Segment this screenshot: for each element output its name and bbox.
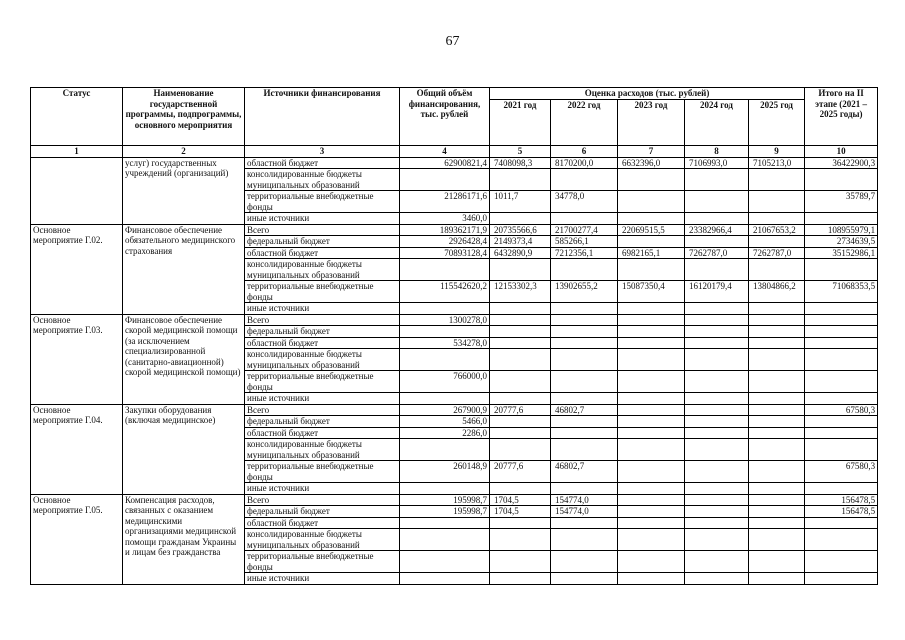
header-status: Статус <box>31 88 123 146</box>
value-cell: 2734639,5 <box>805 236 878 248</box>
column-number: 1 <box>31 146 123 158</box>
value-cell <box>400 517 490 529</box>
budget-table <box>30 87 878 585</box>
value-cell <box>805 169 878 191</box>
value-cell <box>685 483 749 495</box>
table-row <box>31 494 878 506</box>
column-number: 6 <box>551 146 618 158</box>
funding-source-cell: консолидированные бюджеты муниципальных образований <box>245 529 400 551</box>
value-cell: 13804866,2 <box>749 281 805 303</box>
value-cell <box>490 349 551 371</box>
value-cell <box>618 404 685 416</box>
column-number: 7 <box>618 146 685 158</box>
value-cell <box>805 349 878 371</box>
value-cell <box>685 213 749 225</box>
value-cell <box>618 371 685 393</box>
value-cell <box>490 551 551 573</box>
value-cell: 2286,0 <box>400 427 490 439</box>
value-cell <box>749 191 805 213</box>
value-cell: 70893128,4 <box>400 247 490 259</box>
value-cell <box>551 169 618 191</box>
value-cell <box>490 517 551 529</box>
value-cell: 195998,7 <box>400 506 490 518</box>
value-cell: 67580,3 <box>805 404 878 416</box>
funding-source-cell: консолидированные бюджеты муниципальных образований <box>245 439 400 461</box>
program-name-cell: Финансовое обеспечение скорой медицинской помощи (за исключением специализированной (санитарно-авиационной) скорой медицинской помощи) <box>123 314 245 404</box>
value-cell: 195998,7 <box>400 494 490 506</box>
funding-source-cell: областной бюджет <box>245 427 400 439</box>
value-cell <box>749 404 805 416</box>
header-estimate: Оценка расходов (тыс. рублей) <box>490 88 805 100</box>
status-cell: Основное мероприятие Г.04. <box>31 404 123 494</box>
value-cell <box>749 573 805 585</box>
value-cell <box>618 236 685 248</box>
value-cell: 2149373,4 <box>490 236 551 248</box>
value-cell: 23382966,4 <box>685 224 749 236</box>
value-cell <box>551 259 618 281</box>
funding-source-cell: территориальные внебюджетные фонды <box>245 191 400 213</box>
funding-source-cell: иные источники <box>245 393 400 405</box>
value-cell <box>805 303 878 315</box>
value-cell <box>685 506 749 518</box>
value-cell <box>749 439 805 461</box>
value-cell <box>805 314 878 326</box>
value-cell <box>400 483 490 495</box>
value-cell <box>490 529 551 551</box>
value-cell <box>685 439 749 461</box>
value-cell: 67580,3 <box>805 461 878 483</box>
value-cell <box>618 191 685 213</box>
funding-source-cell: областной бюджет <box>245 157 400 169</box>
value-cell: 8170200,0 <box>551 157 618 169</box>
value-cell <box>685 416 749 428</box>
value-cell <box>490 439 551 461</box>
value-cell <box>618 427 685 439</box>
value-cell <box>551 213 618 225</box>
value-cell <box>400 551 490 573</box>
header-stage-total: Итого на II этапе (2021 – 2025 годы) <box>805 88 878 146</box>
value-cell <box>400 169 490 191</box>
column-number: 3 <box>245 146 400 158</box>
value-cell: 3460,0 <box>400 213 490 225</box>
funding-source-cell: консолидированные бюджеты муниципальных образований <box>245 169 400 191</box>
value-cell: 7212356,1 <box>551 247 618 259</box>
value-cell <box>749 393 805 405</box>
value-cell <box>805 393 878 405</box>
value-cell: 154774,0 <box>551 506 618 518</box>
header-year: 2022 год <box>551 100 618 146</box>
funding-source-cell: Всего <box>245 494 400 506</box>
funding-source-cell: областной бюджет <box>245 337 400 349</box>
value-cell <box>685 314 749 326</box>
funding-source-cell: федеральный бюджет <box>245 326 400 338</box>
value-cell <box>490 393 551 405</box>
value-cell <box>618 169 685 191</box>
value-cell: 71068353,5 <box>805 281 878 303</box>
value-cell <box>749 427 805 439</box>
value-cell <box>685 337 749 349</box>
value-cell <box>749 551 805 573</box>
value-cell <box>805 529 878 551</box>
value-cell: 13902655,2 <box>551 281 618 303</box>
value-cell <box>749 213 805 225</box>
value-cell: 22069515,5 <box>618 224 685 236</box>
value-cell <box>618 517 685 529</box>
value-cell: 1704,5 <box>490 506 551 518</box>
funding-source-cell: Всего <box>245 404 400 416</box>
value-cell: 20735566,6 <box>490 224 551 236</box>
value-cell <box>685 494 749 506</box>
header-year: 2025 год <box>749 100 805 146</box>
funding-source-cell: территориальные внебюджетные фонды <box>245 281 400 303</box>
value-cell: 5466,0 <box>400 416 490 428</box>
value-cell <box>749 506 805 518</box>
value-cell <box>618 461 685 483</box>
value-cell <box>618 551 685 573</box>
column-number: 4 <box>400 146 490 158</box>
value-cell <box>749 314 805 326</box>
value-cell <box>618 573 685 585</box>
value-cell: 7106993,0 <box>685 157 749 169</box>
value-cell: 34778,0 <box>551 191 618 213</box>
value-cell: 21700277,4 <box>551 224 618 236</box>
value-cell <box>551 439 618 461</box>
value-cell <box>685 169 749 191</box>
value-cell <box>551 314 618 326</box>
value-cell <box>490 213 551 225</box>
value-cell <box>685 303 749 315</box>
program-name-cell: Компенсация расходов, связанных с оказанием медицинскими организациями медицинской помощи гражданам Украины и лицам без гражданства <box>123 494 245 584</box>
status-cell <box>31 157 123 224</box>
value-cell <box>749 461 805 483</box>
value-cell <box>400 573 490 585</box>
value-cell <box>749 169 805 191</box>
value-cell: 1704,5 <box>490 494 551 506</box>
value-cell <box>805 213 878 225</box>
value-cell: 1300278,0 <box>400 314 490 326</box>
value-cell <box>685 517 749 529</box>
funding-source-cell: Всего <box>245 224 400 236</box>
value-cell <box>490 427 551 439</box>
status-cell: Основное мероприятие Г.05. <box>31 494 123 584</box>
value-cell <box>551 337 618 349</box>
column-number: 8 <box>685 146 749 158</box>
header-name: Наименование государственной программы, подпрограммы, основного мероприятия <box>123 88 245 146</box>
value-cell <box>551 393 618 405</box>
value-cell: 6982165,1 <box>618 247 685 259</box>
value-cell <box>618 303 685 315</box>
value-cell: 7262787,0 <box>749 247 805 259</box>
value-cell <box>749 259 805 281</box>
value-cell: 21067653,2 <box>749 224 805 236</box>
value-cell <box>400 259 490 281</box>
value-cell <box>685 349 749 371</box>
value-cell <box>805 326 878 338</box>
value-cell: 7105213,0 <box>749 157 805 169</box>
value-cell <box>685 326 749 338</box>
value-cell <box>618 483 685 495</box>
value-cell: 154774,0 <box>551 494 618 506</box>
value-cell <box>749 349 805 371</box>
value-cell <box>805 573 878 585</box>
value-cell <box>685 393 749 405</box>
value-cell <box>749 494 805 506</box>
value-cell: 156478,5 <box>805 494 878 506</box>
value-cell <box>805 337 878 349</box>
value-cell: 36422900,3 <box>805 157 878 169</box>
value-cell <box>685 461 749 483</box>
funding-source-cell: консолидированные бюджеты муниципальных образований <box>245 349 400 371</box>
value-cell: 156478,5 <box>805 506 878 518</box>
value-cell <box>490 259 551 281</box>
value-cell <box>551 303 618 315</box>
value-cell <box>805 483 878 495</box>
value-cell <box>618 349 685 371</box>
value-cell: 20777,6 <box>490 404 551 416</box>
value-cell <box>551 551 618 573</box>
funding-source-cell: областной бюджет <box>245 517 400 529</box>
value-cell <box>749 483 805 495</box>
value-cell <box>749 529 805 551</box>
funding-source-cell: иные источники <box>245 483 400 495</box>
program-name-cell: Финансовое обеспечение обязательного медицинского страхования <box>123 224 245 314</box>
funding-source-cell: федеральный бюджет <box>245 236 400 248</box>
value-cell <box>551 371 618 393</box>
value-cell <box>618 393 685 405</box>
value-cell <box>400 529 490 551</box>
table-row <box>31 404 878 416</box>
value-cell: 7262787,0 <box>685 247 749 259</box>
status-cell: Основное мероприятие Г.03. <box>31 314 123 404</box>
value-cell <box>805 259 878 281</box>
value-cell: 766000,0 <box>400 371 490 393</box>
status-cell: Основное мероприятие Г.02. <box>31 224 123 314</box>
funding-source-cell: иные источники <box>245 213 400 225</box>
funding-source-cell: иные источники <box>245 573 400 585</box>
value-cell <box>400 349 490 371</box>
value-cell <box>749 517 805 529</box>
value-cell <box>805 416 878 428</box>
value-cell: 7408098,3 <box>490 157 551 169</box>
value-cell: 21286171,6 <box>400 191 490 213</box>
funding-source-cell: территориальные внебюджетные фонды <box>245 371 400 393</box>
value-cell <box>490 573 551 585</box>
value-cell <box>551 573 618 585</box>
column-number: 2 <box>123 146 245 158</box>
funding-source-cell: территориальные внебюджетные фонды <box>245 551 400 573</box>
value-cell <box>749 416 805 428</box>
value-cell <box>618 259 685 281</box>
value-cell <box>749 371 805 393</box>
funding-source-cell: областной бюджет <box>245 247 400 259</box>
value-cell: 108955979,1 <box>805 224 878 236</box>
value-cell: 12153302,3 <box>490 281 551 303</box>
value-cell <box>685 427 749 439</box>
value-cell <box>618 439 685 461</box>
value-cell <box>551 326 618 338</box>
value-cell <box>400 439 490 461</box>
value-cell <box>490 337 551 349</box>
value-cell: 20777,6 <box>490 461 551 483</box>
header-year: 2023 год <box>618 100 685 146</box>
funding-source-cell: иные источники <box>245 303 400 315</box>
value-cell <box>400 326 490 338</box>
value-cell <box>618 494 685 506</box>
value-cell <box>618 337 685 349</box>
column-number: 10 <box>805 146 878 158</box>
value-cell <box>685 191 749 213</box>
value-cell <box>400 303 490 315</box>
column-number: 9 <box>749 146 805 158</box>
value-cell: 585266,1 <box>551 236 618 248</box>
table-row <box>31 157 878 169</box>
value-cell <box>749 337 805 349</box>
value-cell <box>551 416 618 428</box>
value-cell: 2926428,4 <box>400 236 490 248</box>
value-cell <box>400 393 490 405</box>
value-cell <box>551 427 618 439</box>
program-name-cell: Закупки оборудования (включая медицинское) <box>123 404 245 494</box>
value-cell <box>490 416 551 428</box>
value-cell <box>685 236 749 248</box>
value-cell: 16120179,4 <box>685 281 749 303</box>
value-cell: 260148,9 <box>400 461 490 483</box>
value-cell: 62900821,4 <box>400 157 490 169</box>
value-cell <box>749 326 805 338</box>
value-cell <box>490 303 551 315</box>
value-cell <box>685 259 749 281</box>
value-cell: 6632396,0 <box>618 157 685 169</box>
value-cell <box>490 326 551 338</box>
value-cell <box>551 483 618 495</box>
value-cell <box>685 371 749 393</box>
header-sources: Источники финансирования <box>245 88 400 146</box>
value-cell <box>618 326 685 338</box>
value-cell <box>805 551 878 573</box>
value-cell <box>618 506 685 518</box>
value-cell <box>551 349 618 371</box>
value-cell <box>805 517 878 529</box>
value-cell <box>490 169 551 191</box>
value-cell <box>749 303 805 315</box>
value-cell <box>685 529 749 551</box>
funding-source-cell: федеральный бюджет <box>245 416 400 428</box>
header-year: 2021 год <box>490 100 551 146</box>
page-number: 67 <box>445 34 460 49</box>
value-cell <box>618 314 685 326</box>
value-cell <box>618 416 685 428</box>
value-cell: 35789,7 <box>805 191 878 213</box>
table-row <box>31 224 878 236</box>
value-cell <box>618 529 685 551</box>
funding-source-cell: федеральный бюджет <box>245 506 400 518</box>
value-cell: 189362171,9 <box>400 224 490 236</box>
value-cell <box>490 483 551 495</box>
header-year: 2024 год <box>685 100 749 146</box>
value-cell: 46802,7 <box>551 461 618 483</box>
value-cell <box>618 213 685 225</box>
funding-source-cell: Всего <box>245 314 400 326</box>
value-cell <box>685 573 749 585</box>
value-cell <box>805 371 878 393</box>
value-cell <box>685 551 749 573</box>
column-number: 5 <box>490 146 551 158</box>
value-cell <box>805 439 878 461</box>
value-cell: 534278,0 <box>400 337 490 349</box>
value-cell <box>685 404 749 416</box>
value-cell: 267900,9 <box>400 404 490 416</box>
value-cell <box>551 529 618 551</box>
value-cell <box>490 371 551 393</box>
funding-source-cell: территориальные внебюджетные фонды <box>245 461 400 483</box>
value-cell: 46802,7 <box>551 404 618 416</box>
value-cell <box>749 236 805 248</box>
value-cell: 6432890,9 <box>490 247 551 259</box>
program-name-cell: услуг) государственных учреждений (организаций) <box>123 157 245 224</box>
value-cell: 1011,7 <box>490 191 551 213</box>
value-cell <box>490 314 551 326</box>
value-cell <box>551 517 618 529</box>
header-total: Общий объём финансирования, тыс. рублей <box>400 88 490 146</box>
value-cell: 15087350,4 <box>618 281 685 303</box>
table-row <box>31 314 878 326</box>
value-cell <box>805 427 878 439</box>
value-cell: 115542620,2 <box>400 281 490 303</box>
funding-source-cell: консолидированные бюджеты муниципальных образований <box>245 259 400 281</box>
value-cell: 35152986,1 <box>805 247 878 259</box>
